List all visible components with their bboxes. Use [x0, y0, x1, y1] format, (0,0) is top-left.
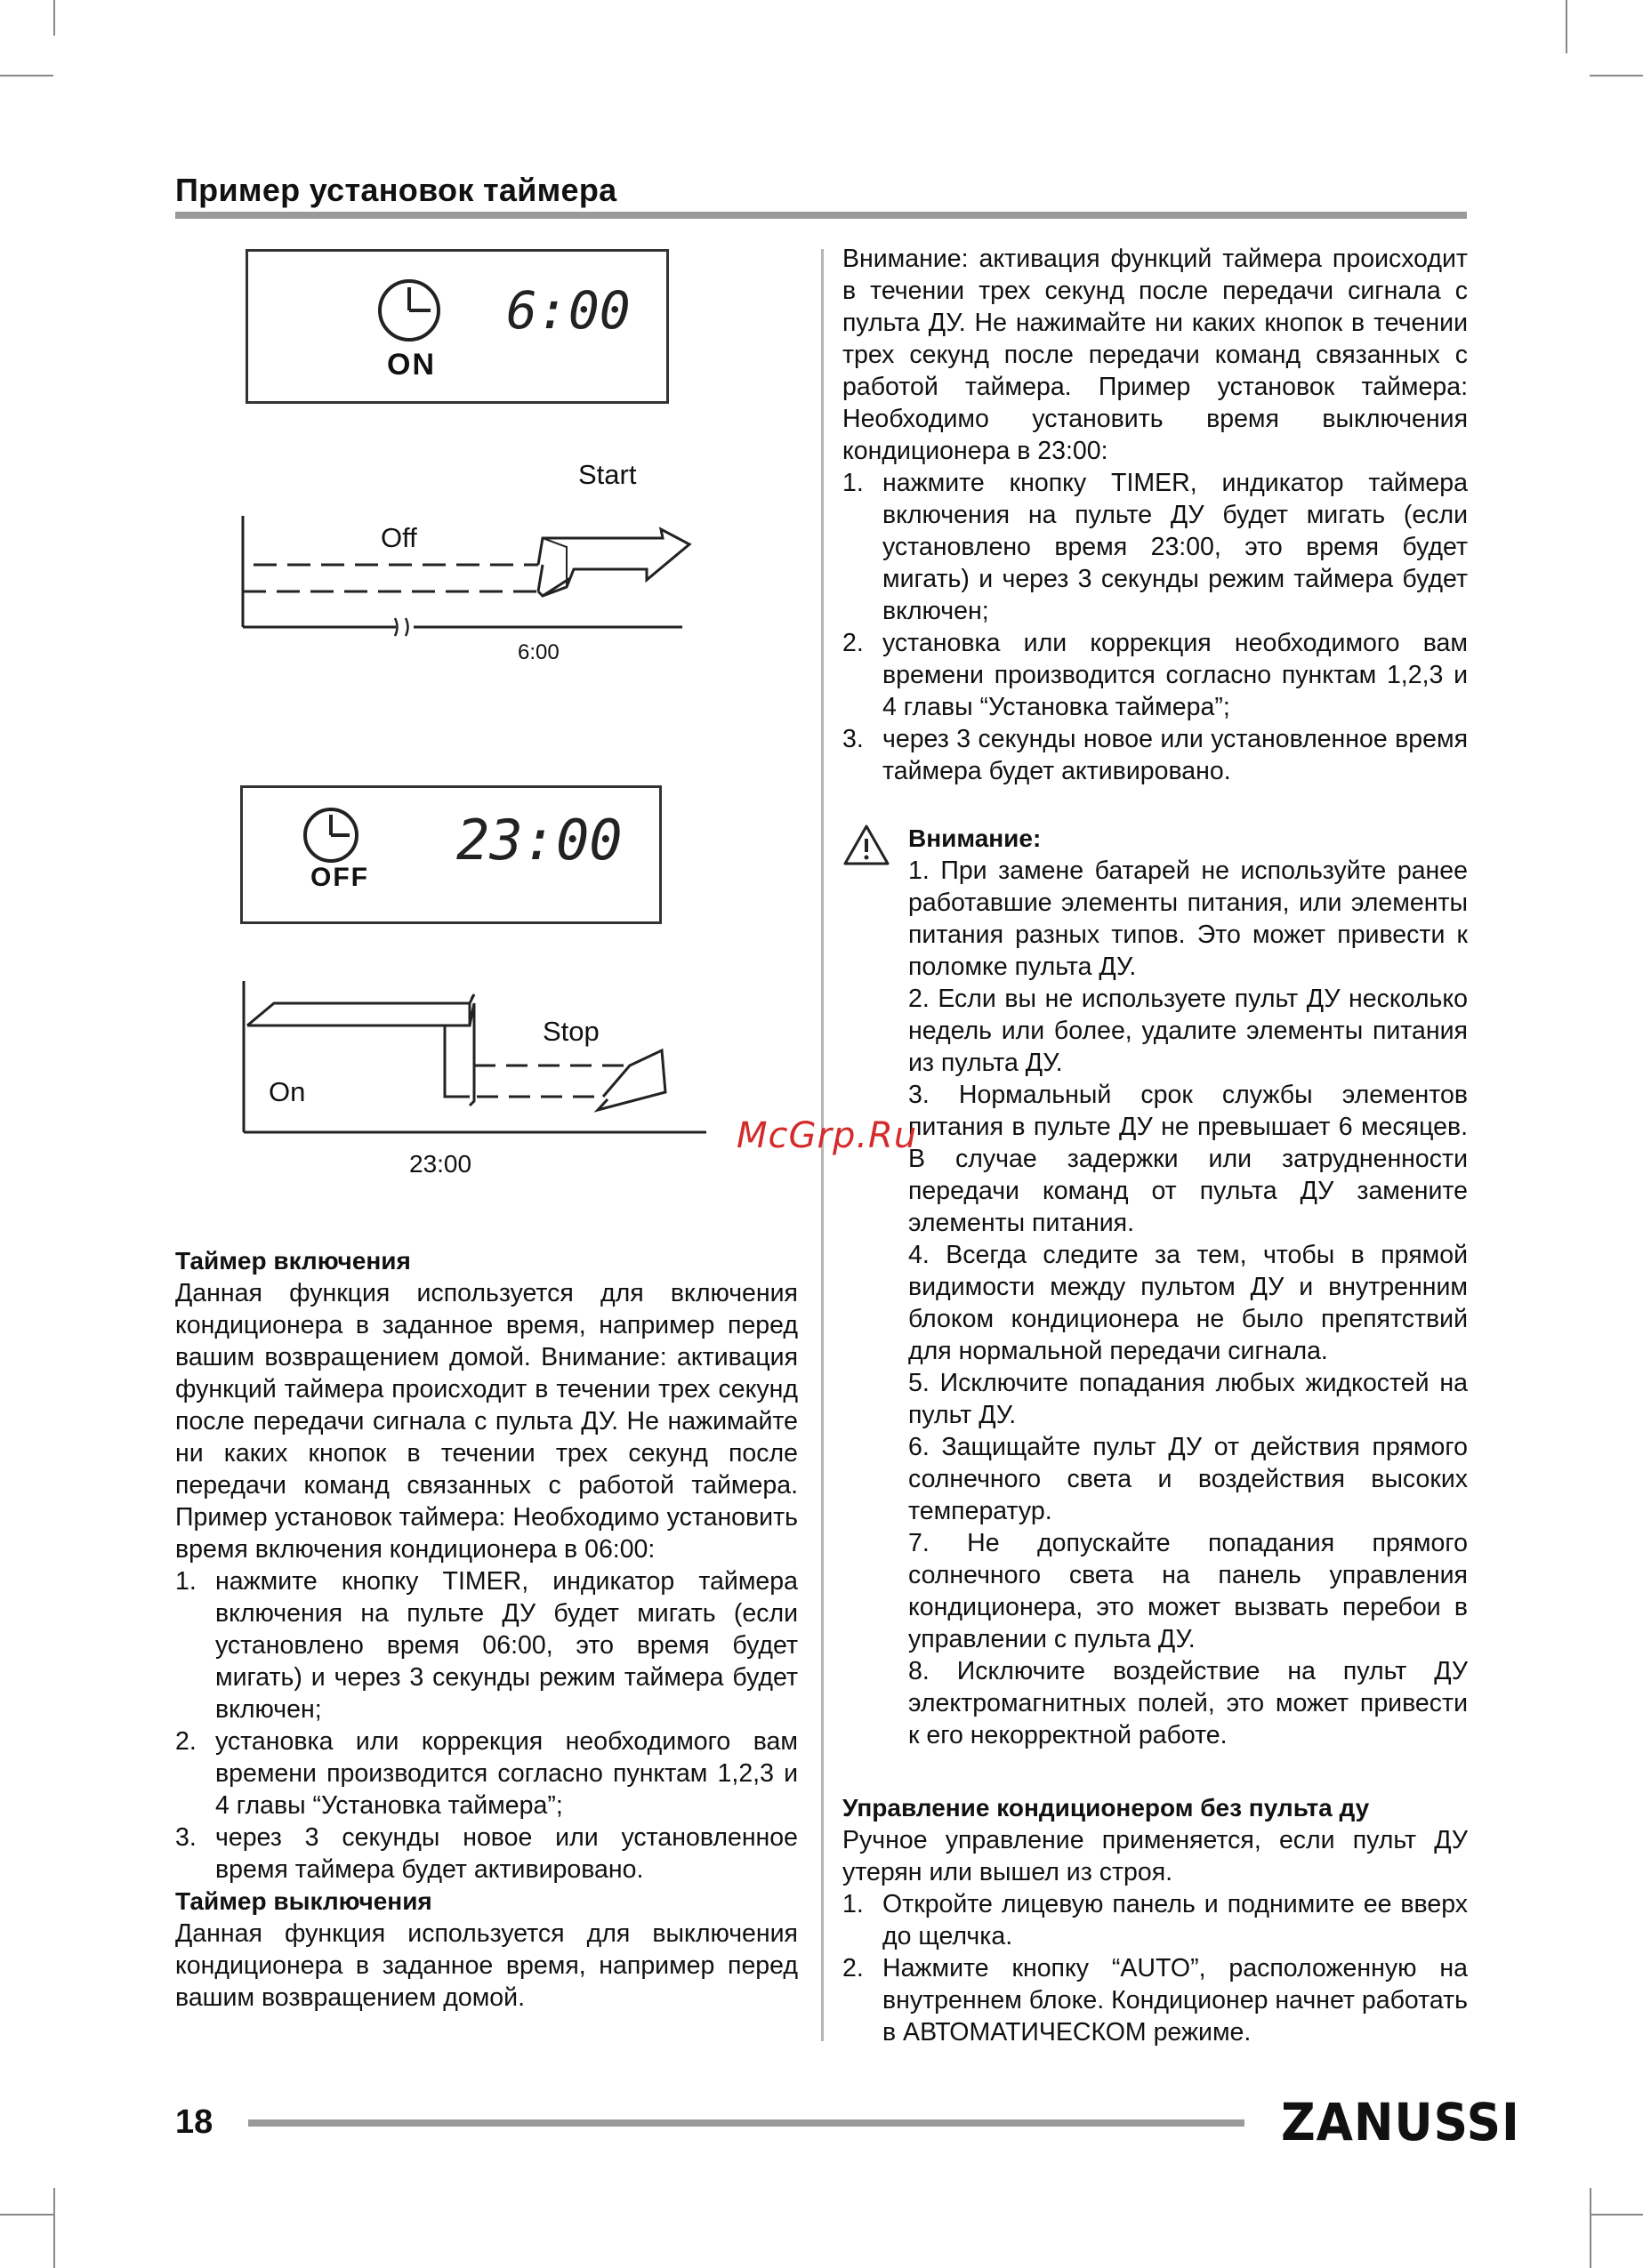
timer-on-time: 6:00 — [506, 280, 631, 341]
warning-item: 1. При замене батарей не используйте ранее работавшие элементы питания, или элементы питания разных типов. Это может привести к поломке пульта ДУ. — [908, 857, 1468, 981]
on-label: On — [269, 1076, 306, 1107]
timer-on-state: ON — [387, 348, 436, 382]
timer-on-description: Данная функция используется для включения кондиционера в заданное время, например перед вашим возвращением домой. Внимание: активация функций таймера происходит в течении трех секунд после передачи сигнала с пульта ДУ. Не нажимайте ни каких кнопок в течении трех секунд после передачи команд связанных с работой таймера. Пример установок таймера: Необходимо установить время включения кондиционера в 06:00: — [175, 1279, 798, 1564]
crop-mark — [1566, 0, 1567, 53]
warning-block — [842, 823, 1468, 1751]
timer-off-steps — [842, 467, 1468, 787]
start-label: Start — [578, 459, 637, 490]
warning-item: 6. Защищайте пульт ДУ от действия прямого солнечного света и воздействия высоких температур. — [908, 1433, 1468, 1525]
timer-off-heading: Таймер выключения — [175, 1887, 432, 1915]
warning-title: Внимание: — [908, 824, 1042, 852]
crop-mark — [53, 2188, 55, 2268]
timer-off-state: OFF — [310, 863, 369, 892]
warning-item: 4. Всегда следите за тем, чтобы в прямой видимости между пультом ДУ и внутренним блоком кондиционера не было препятствий для нормальной передачи сигнала. — [908, 1241, 1468, 1365]
warning-item: 2. Если вы не используете пульт ДУ несколько недель или более, удалите элементы питания из пульта ДУ. — [908, 985, 1468, 1077]
footer-rule — [248, 2119, 1244, 2127]
manual-control-description: Ручное управление применяется, если пульт ДУ утерян или вышел из строя. — [842, 1826, 1468, 1886]
crop-mark — [1590, 75, 1643, 76]
title-rule — [175, 212, 1467, 219]
intro-paragraph: Внимание: активация функций таймера происходит в течении трех секунд после передачи сигнала с пульта ДУ. Не нажимайте ни каких кнопок в течении трех секунд после передачи команд связанных с работой таймера. Пример установок таймера: Необходимо установить время выключения кондиционера в 23:00: — [842, 245, 1468, 465]
manual-control-section — [842, 1792, 1468, 2048]
clock-icon — [375, 277, 443, 344]
manual-control-steps — [842, 1888, 1468, 2048]
crop-mark — [1590, 2188, 1591, 2268]
list-item: 3. через 3 секунды новое или установленное время таймера будет активировано. — [842, 725, 1468, 785]
list-item: 2. установка или коррекция необходимого вам времени производится согласно пунктам 1,2,3 и 4 главы “Установка таймера”; — [842, 629, 1468, 721]
timer-on-heading: Таймер включения — [175, 1247, 411, 1275]
crop-mark — [0, 75, 53, 76]
right-column-intro — [842, 243, 1468, 787]
list-item: 1. нажмите кнопку TIMER, индикатор таймера включения на пульте ДУ будет мигать (если установлено время 23:00, это время будет мигать) и через 3 секунды режим таймера будет включен; — [842, 469, 1468, 625]
crop-mark — [1590, 2214, 1643, 2216]
warning-item: 5. Исключите попадания любых жидкостей на пульт ДУ. — [908, 1369, 1468, 1429]
stop-label: Stop — [543, 1016, 600, 1047]
timer-off-time: 23:00 — [456, 808, 623, 873]
crop-mark — [0, 2214, 53, 2216]
watermark: McGrp.Ru — [737, 1115, 918, 1156]
timer-on-steps — [175, 1565, 798, 1886]
timer-on-diagram — [236, 498, 698, 676]
timer-off-display-panel — [240, 785, 662, 924]
off-label: Off — [381, 522, 417, 553]
warning-item: 8. Исключите воздействие на пульт ДУ электромагнитных полей, это может привести к его некорректной работе. — [908, 1657, 1468, 1749]
warning-item: 7. Не допускайте попадания прямого солнечного света на панель управления кондиционера, это может вызвать перебои в управлении с пульта ДУ. — [908, 1529, 1468, 1653]
timer-off-time-label: 23:00 — [409, 1150, 472, 1178]
list-item: 1. нажмите кнопку TIMER, индикатор таймера включения на пульте ДУ будет мигать (если установлено время 06:00, это время будет мигать) и через 3 секунды режим таймера будет включен; — [175, 1567, 798, 1724]
warning-item: 3. Нормальный срок службы элементов питания в пульте ДУ не превышает 6 месяцев. В случае задержки или затрудненности передачи команд от пульта ДУ замените элементы питания. — [908, 1081, 1468, 1237]
timer-off-diagram — [238, 977, 710, 1137]
left-column-text — [175, 1245, 798, 2014]
manual-control-heading: Управление кондиционером без пульта ду — [842, 1794, 1370, 1822]
page-number: 18 — [175, 2103, 213, 2141]
timer-on-display-panel — [246, 249, 669, 404]
list-item: 2. Нажмите кнопку “AUTO”, расположенную на внутреннем блоке. Кондиционер начнет работать в АВТОМАТИЧЕСКОМ режиме. — [842, 1954, 1468, 2047]
list-item: 1. Откройте лицевую панель и поднимите ее вверх до щелчка. — [842, 1890, 1468, 1950]
list-item: 2. установка или коррекция необходимого вам времени производится согласно пунктам 1,2,3 и 4 главы “Установка таймера”; — [175, 1727, 798, 1820]
crop-mark — [53, 0, 55, 36]
timer-on-time-label: 6:00 — [518, 640, 560, 664]
warning-icon — [842, 823, 890, 867]
brand-logo: ZANUSSI — [1281, 2092, 1520, 2152]
clock-icon — [302, 806, 360, 865]
timer-off-description: Данная функция используется для выключения кондиционера в заданное время, например перед вашим возвращением домой. — [175, 1919, 798, 2012]
page-title: Пример установок таймера — [175, 172, 617, 208]
list-item: 3. через 3 секунды новое или установленное время таймера будет активировано. — [175, 1823, 798, 1884]
